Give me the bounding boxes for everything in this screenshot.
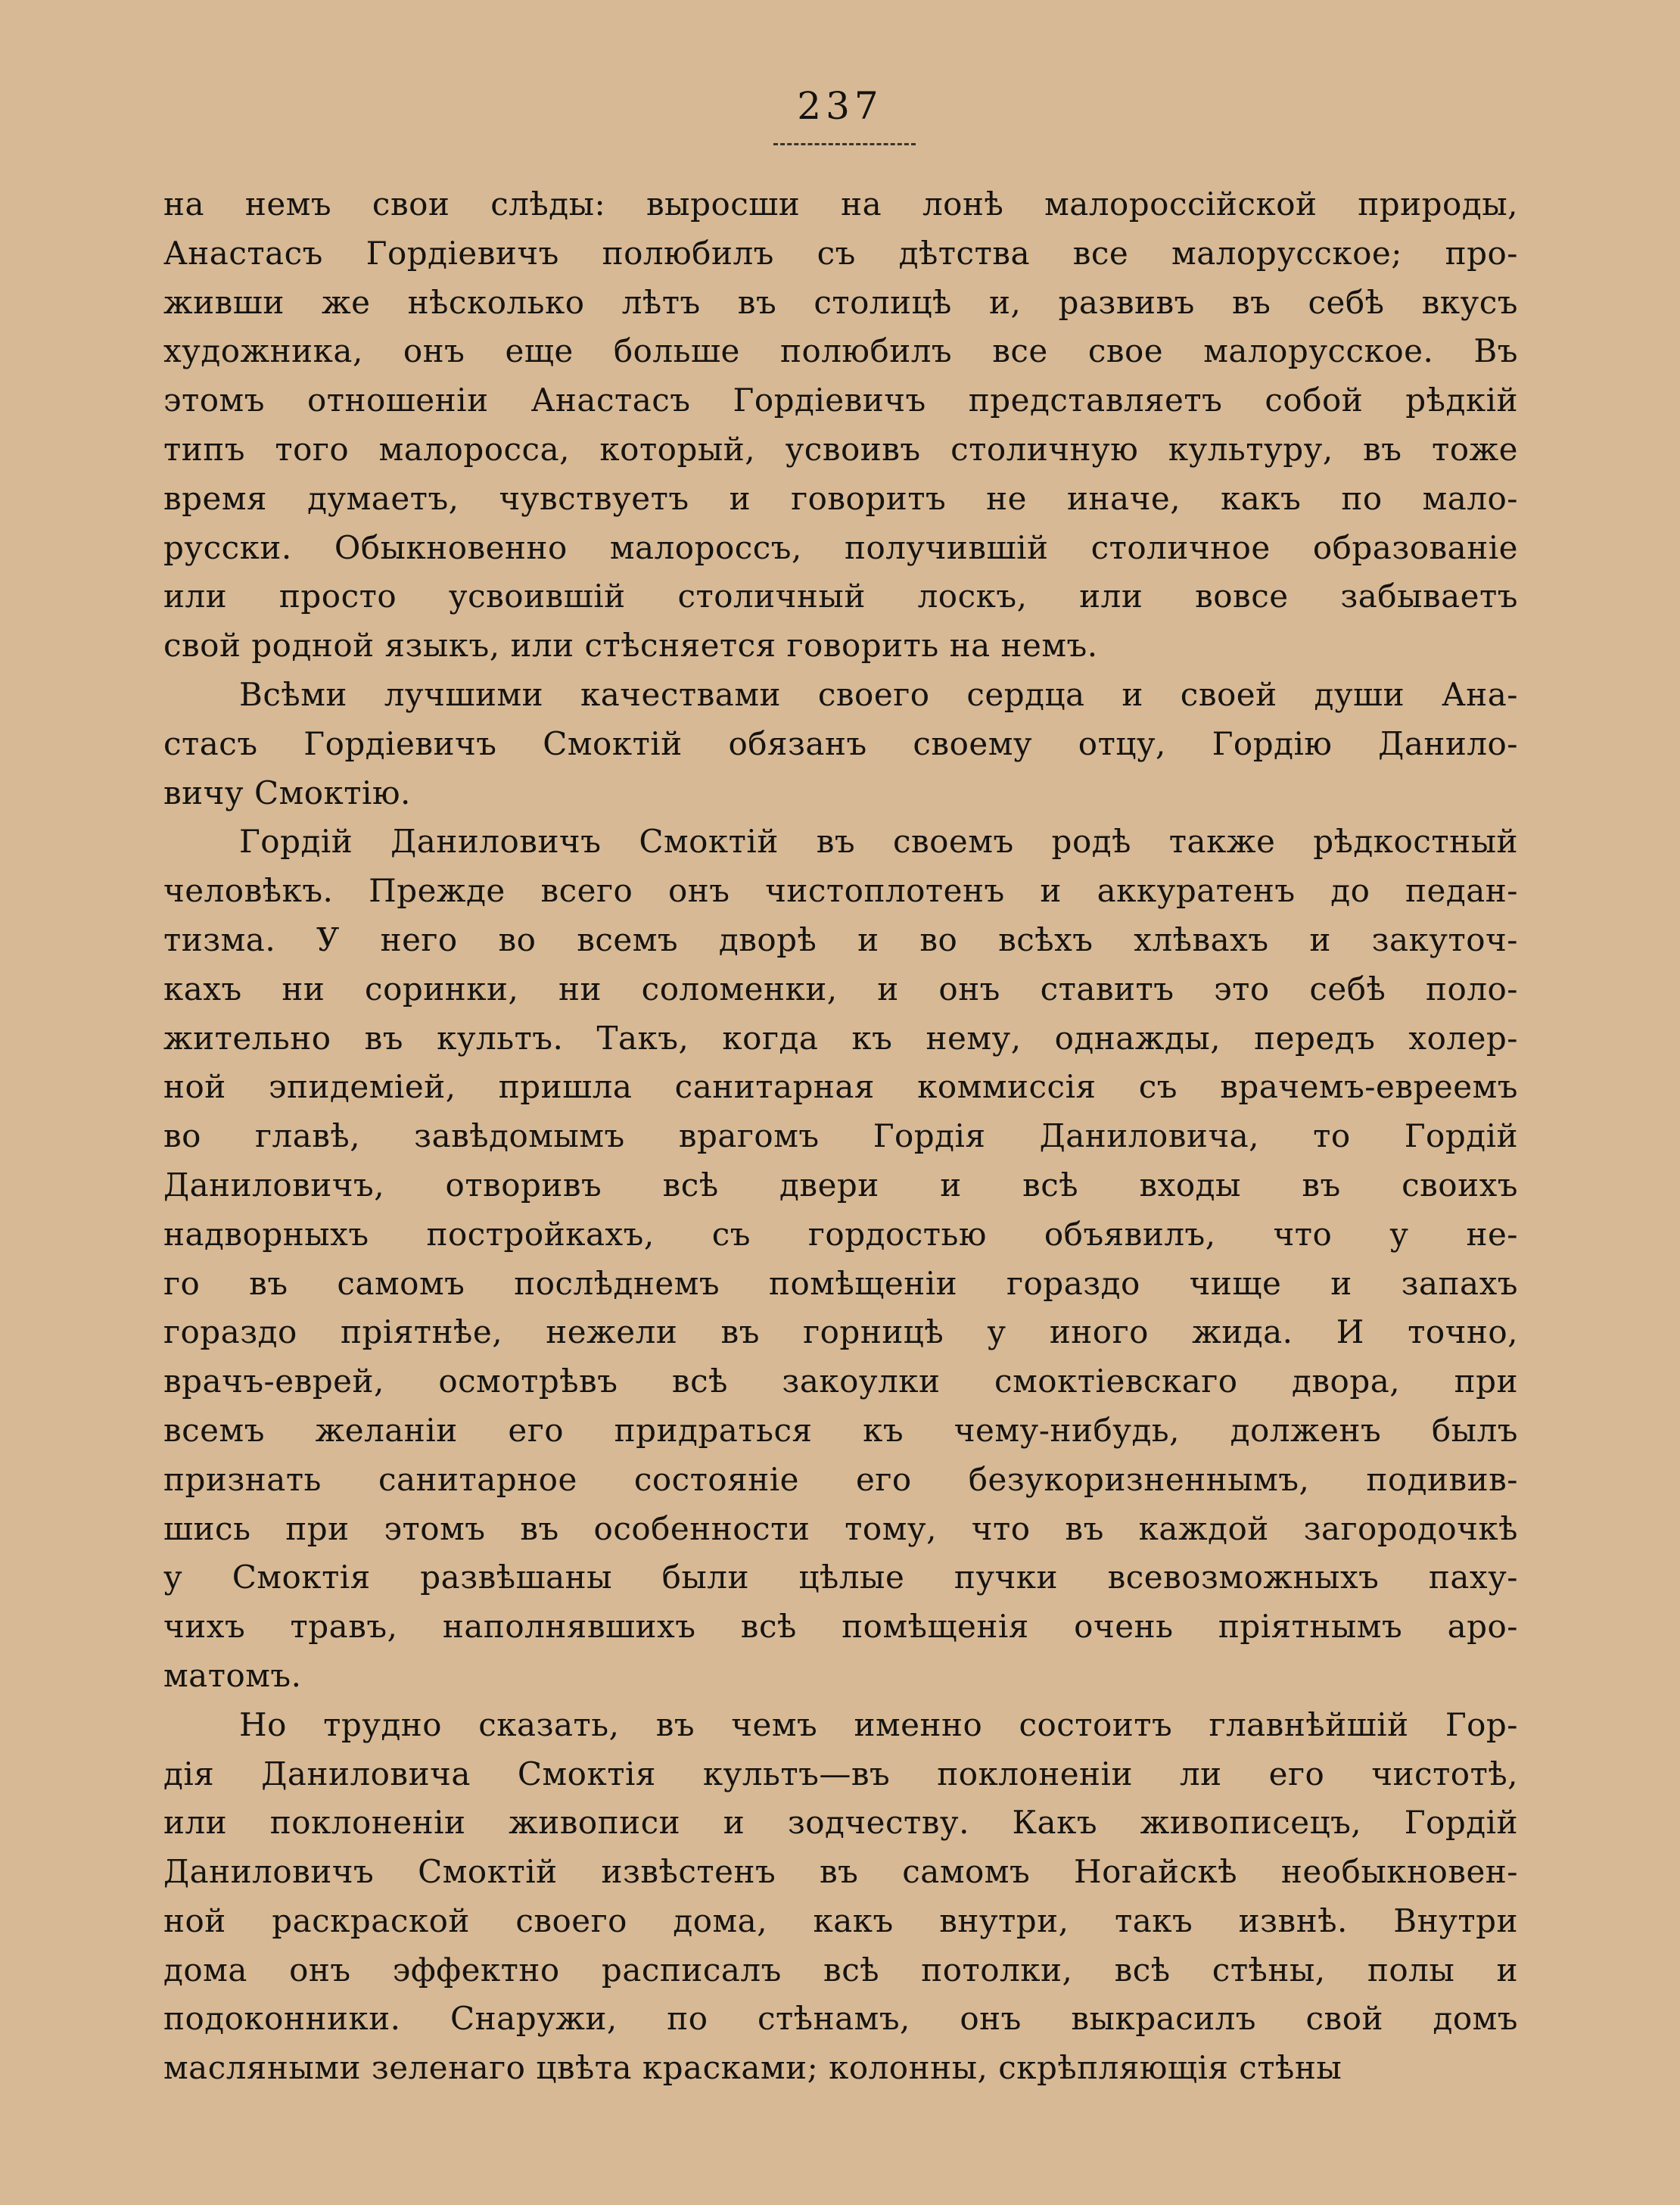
text-line: на немъ свои слѣды: выросши на лонѣ малороссійской природы, — [163, 185, 1518, 223]
text-line: жительно въ культъ. Такъ, когда къ нему, однажды, передъ холер- — [163, 1019, 1518, 1057]
paragraph — [163, 671, 1518, 818]
text-line: Даниловичъ, отворивъ всѣ двери и всѣ входы въ своихъ — [163, 1166, 1518, 1204]
paragraph — [163, 1701, 1518, 2093]
text-line: надворныхъ постройкахъ, съ гордостью объявилъ, что у не- — [163, 1215, 1518, 1253]
text-line: или поклоненіи живописи и зодчеству. Какъ живописецъ, Гордій — [163, 1804, 1518, 1842]
text-line: признать санитарное состояніе его безукоризненнымъ, подивив- — [163, 1460, 1518, 1498]
paragraph — [163, 180, 1518, 671]
text-line: всемъ желаніи его придраться къ чему-нибудь, долженъ былъ — [163, 1411, 1518, 1449]
text-line: дома онъ эффектно расписалъ всѣ потолки, всѣ стѣны, полы и — [163, 1951, 1518, 1989]
text-line: этомъ отношеніи Анастасъ Гордіевичъ представляетъ собой рѣдкій — [163, 382, 1518, 419]
text-line: Анастасъ Гордіевичъ полюбилъ съ дѣтства все малорусское; про- — [163, 234, 1518, 272]
text-line: во главѣ, завѣдомымъ врагомъ Гордія Даниловича, то Гордій — [163, 1117, 1518, 1155]
text-line: подоконники. Снаружи, по стѣнамъ, онъ выкрасилъ свой домъ — [163, 2000, 1518, 2038]
text-line: Но трудно сказать, въ чемъ именно состоитъ главнѣйшій Гор- — [239, 1705, 1518, 1743]
body-text — [163, 180, 1518, 2093]
text-line: русски. Обыкновенно малороссъ, получившій столичное образованіе — [163, 528, 1518, 566]
text-line: гораздо пріятнѣе, нежели въ горницѣ у иного жида. И точно, — [163, 1313, 1518, 1351]
page-number: 237 — [797, 84, 883, 128]
text-line: вичу Смоктію. — [163, 774, 411, 811]
text-line: го въ самомъ послѣднемъ помѣщеніи гораздо чище и запахъ — [163, 1264, 1518, 1302]
paragraph — [163, 818, 1518, 1700]
text-line: масляными зеленаго цвѣта красками; колонны, скрѣпляющія стѣны — [163, 2049, 1342, 2087]
text-line: стасъ Гордіевичъ Смоктій обязанъ своему отцу, Гордію Данило- — [163, 724, 1518, 762]
text-line: свой родной языкъ, или стѣсняется говорить на немъ. — [163, 627, 1098, 665]
text-line: человѣкъ. Прежде всего онъ чистоплотенъ и аккуратенъ до педан- — [163, 872, 1518, 910]
text-line: типъ того малоросса, который, усвоивъ столичную культуру, въ тоже — [163, 430, 1518, 468]
text-line: ной эпидеміей, пришла санитарная коммиссія съ врачемъ-евреемъ — [163, 1068, 1518, 1106]
text-line: живши же нѣсколько лѣтъ въ столицѣ и, развивъ въ себѣ вкусъ — [163, 283, 1518, 321]
text-line: ной раскраской своего дома, какъ внутри, такъ извнѣ. Внутри — [163, 1901, 1518, 1939]
text-line: тизма. У него во всемъ дворѣ и во всѣхъ хлѣвахъ и закуточ- — [163, 920, 1518, 958]
text-line: время думаетъ, чувствуетъ и говоритъ не иначе, какъ по мало- — [163, 479, 1518, 517]
text-line: дія Даниловича Смоктія культъ—въ поклоненіи ли его чистотѣ, — [163, 1755, 1518, 1792]
text-line: врачъ-еврей, осмотрѣвъ всѣ закоулки смоктіевскаго двора, при — [163, 1363, 1518, 1400]
text-line: художника, онъ еще больше полюбилъ все свое малорусское. Въ — [163, 332, 1518, 370]
page-number-underline — [773, 143, 916, 145]
text-line: Гордій Даниловичъ Смоктій въ своемъ родѣ также рѣдкостный — [239, 823, 1518, 861]
text-line: у Смоктія развѣшаны были цѣлые пучки всевозможныхъ паху- — [163, 1559, 1518, 1596]
text-line: Всѣми лучшими качествами своего сердца и своей души Ана- — [239, 675, 1518, 713]
text-line: чихъ травъ, наполнявшихъ всѣ помѣщенія очень пріятнымъ аро- — [163, 1608, 1518, 1646]
text-line: шись при этомъ въ особенности тому, что въ каждой загородочкѣ — [163, 1509, 1518, 1547]
text-line: или просто усвоившій столичный лоскъ, или вовсе забываетъ — [163, 578, 1518, 615]
text-line: кахъ ни соринки, ни соломенки, и онъ ставитъ это себѣ поло- — [163, 970, 1518, 1008]
text-line: матомъ. — [163, 1656, 302, 1694]
text-line: Даниловичъ Смоктій извѣстенъ въ самомъ Ногайскѣ необыкновен- — [163, 1853, 1518, 1891]
